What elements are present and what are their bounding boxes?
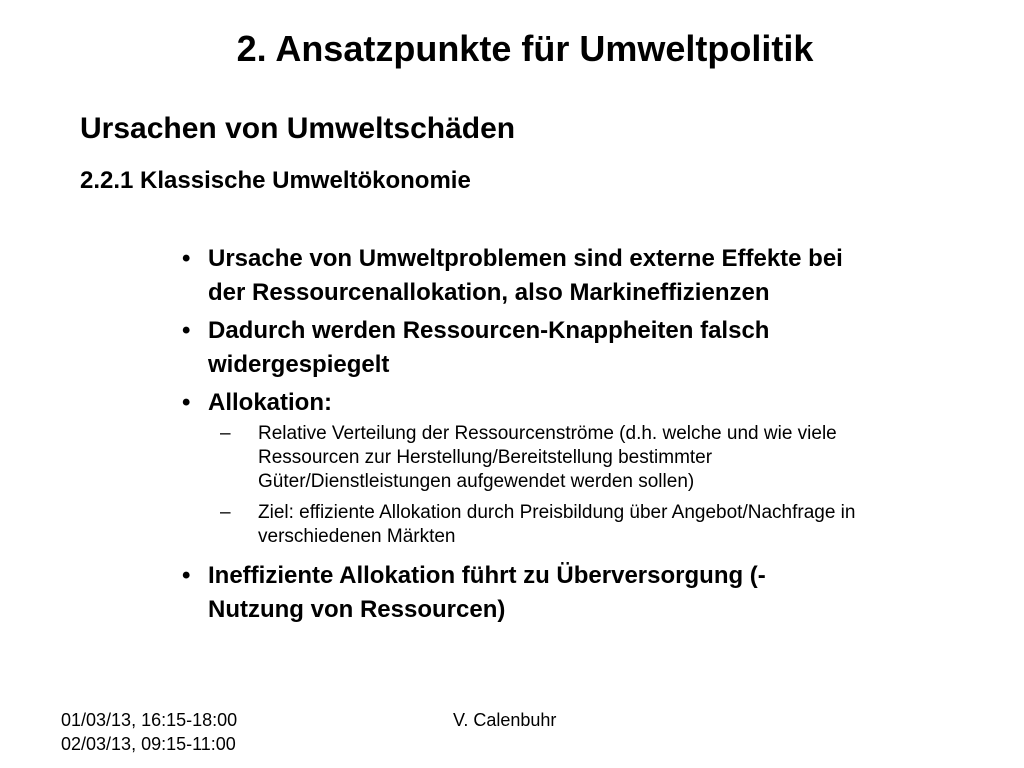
footer-author: V. Calenbuhr xyxy=(453,710,557,730)
sub-bullet-item xyxy=(220,422,998,494)
bullet-text-line: Nutzung von Ressourcen) xyxy=(208,596,506,623)
sub-bullet-item xyxy=(220,501,998,549)
bullet-text-line: Dadurch werden Ressourcen-Knappheiten falsch xyxy=(208,317,770,344)
bullet-text-line: Ineffiziente Allokation führt zu Überversorgung (- xyxy=(208,562,766,589)
bullet-item xyxy=(180,559,908,627)
slide-title: 2. Ansatzpunkte für Umweltpolitik xyxy=(236,28,814,69)
sub-bullet-text-line: Ressourcen zur Herstellung/Bereitstellung bestimmter xyxy=(258,447,713,468)
bullet-marker: • xyxy=(182,317,191,344)
sub-bullet-text-line: Ziel: effiziente Allokation durch Preisbildung über Angebot/Nachfrage in xyxy=(258,502,856,523)
bullet-text-line: Allokation: xyxy=(208,389,332,416)
footer-date-line: 01/03/13, 16:15-18:00 xyxy=(61,710,238,730)
subsection-heading: 2.2.1 Klassische Umweltökonomie xyxy=(80,167,471,194)
bullet-marker: • xyxy=(182,245,191,272)
bullet-marker: • xyxy=(182,389,191,416)
bullet-item xyxy=(180,314,908,382)
bullet-text-line: Ursache von Umweltproblemen sind externe Effekte bei xyxy=(208,245,843,272)
sub-bullet-text-line: Relative Verteilung der Ressourcenströme (d.h. welche und wie viele xyxy=(258,423,837,444)
footer-date-line: 02/03/13, 09:15-11:00 xyxy=(61,734,236,754)
bullet-item xyxy=(180,242,998,310)
sub-bullet-text-line: Güter/Dienstleistungen aufgewendet werden sollen) xyxy=(258,471,695,492)
footer-date xyxy=(61,708,237,756)
bullet-marker: • xyxy=(182,562,191,589)
section-heading: Ursachen von Umweltschäden xyxy=(80,112,516,145)
bullet-list xyxy=(180,242,1000,627)
sub-bullet-marker: – xyxy=(220,502,231,523)
bullet-item xyxy=(180,386,1000,420)
sub-bullet-marker: – xyxy=(220,423,231,444)
bullet-text-line: widergespiegelt xyxy=(208,351,390,378)
sub-bullet-list xyxy=(220,422,1000,549)
bullet-text-line: der Ressourcenallokation, also Markineffizienzen xyxy=(208,279,770,306)
sub-bullet-text-line: verschiedenen Märkten xyxy=(258,526,456,547)
